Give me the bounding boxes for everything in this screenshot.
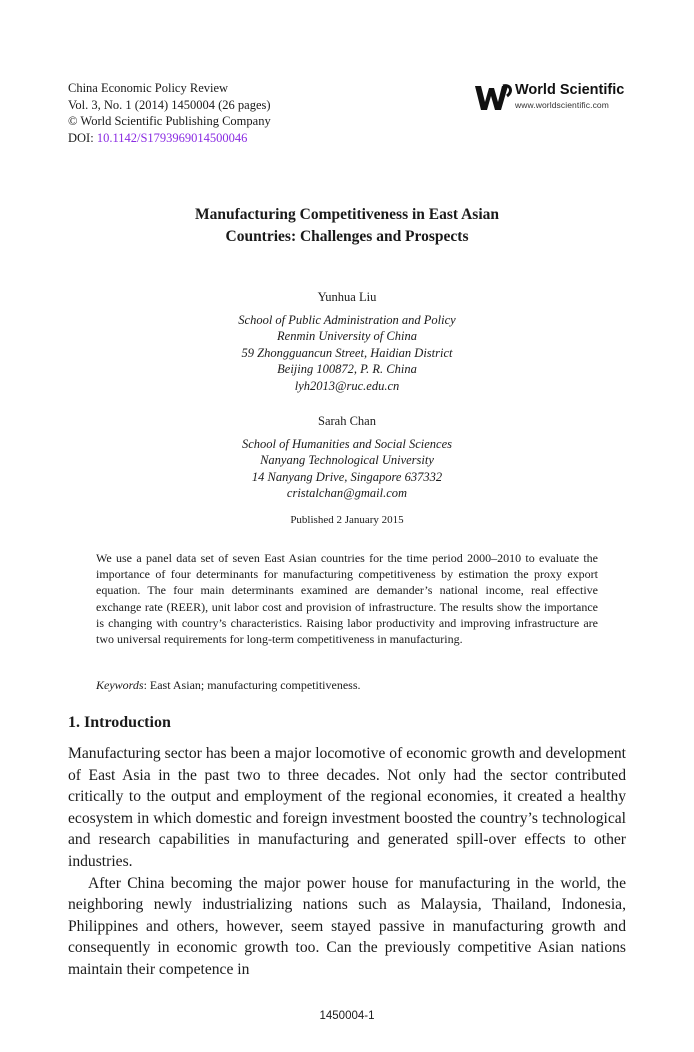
body-text xyxy=(68,743,626,981)
published-date: Published 2 January 2015 xyxy=(290,514,404,526)
keywords xyxy=(96,678,598,693)
title-line-1: Manufacturing Competitiveness in East Asian xyxy=(195,206,499,223)
world-scientific-logo-icon xyxy=(473,82,513,112)
paper-title xyxy=(0,204,694,248)
title-line-2: Countries: Challenges and Prospects xyxy=(225,228,469,245)
keywords-label: Keywords xyxy=(96,678,144,692)
logo-name: World Scientific xyxy=(515,82,625,98)
affiliation-line: Renmin University of China xyxy=(277,329,417,343)
author-name: Sarah Chan xyxy=(318,414,376,428)
journal-info xyxy=(68,80,271,146)
doi-label: DOI: xyxy=(68,130,94,145)
paragraph: Manufacturing sector has been a major locomotive of economic growth and development of East Asia in the past two to three decades. Not only had the sector contributed critically to the output and employment of the regional economies, it created a healthy ecosystem in which domestic and foreign investment boosted the country’s technological and research capabilities in manufacturing and generated spill-over effects to other industries. xyxy=(68,745,626,870)
author-email: cristalchan@gmail.com xyxy=(286,486,408,500)
section-number: 1. xyxy=(68,714,80,731)
journal-name: China Economic Policy Review xyxy=(68,81,229,95)
author-email: lyh2013@ruc.edu.cn xyxy=(294,378,400,393)
affiliation-line: School of Humanities and Social Sciences xyxy=(241,436,453,451)
section-heading xyxy=(68,714,171,732)
volume-line: Vol. 3, No. 1 (2014) 1450004 (26 pages) xyxy=(68,97,271,112)
abstract: We use a panel data set of seven East Asian countries for the time period 2000–2010 to evaluate the importance of four determinants for manufacturing competitiveness by estimation the proxy export equation. The four main determinants examined are demander’s national income, real effective exchange rate (REER), unit labor cost and provision of infrastructure. The results show the importance is changing with country’s characteristics. Raising labor productivity and improving infrastructure are two universal requirements for long-term competitiveness in manufacturing. xyxy=(96,551,598,647)
page-number: 1450004-1 xyxy=(319,1010,375,1022)
copyright-line: © World Scientific Publishing Company xyxy=(68,114,271,128)
logo-url: www.worldscientific.com xyxy=(515,100,609,110)
author-1 xyxy=(0,289,694,394)
section-title: Introduction xyxy=(84,714,171,731)
publisher-logo xyxy=(473,80,628,114)
affiliation-line: 14 Nanyang Drive, Singapore 637332 xyxy=(251,469,443,484)
paragraph: After China becoming the major power house for manufacturing in the world, the neighboring newly industrializing nations such as Malaysia, Thailand, Indonesia, Philippines and others, however, seem stayed passive in manufacturing growth and consequently in economic growth too. Can the previously competitive Asian nations maintain their competence in xyxy=(68,874,626,978)
doi-link[interactable]: 10.1142/S1793969014500046 xyxy=(96,130,248,145)
author-name: Yunhua Liu xyxy=(317,290,377,304)
author-2 xyxy=(0,413,694,502)
doi-line xyxy=(68,130,271,147)
affiliation-line: Beijing 100872, P. R. China xyxy=(277,362,417,376)
keywords-text: : East Asian; manufacturing competitiveness. xyxy=(143,678,361,692)
affiliation-line: 59 Zhongguancun Street, Haidian District xyxy=(241,345,453,360)
affiliation-line: School of Public Administration and Policy xyxy=(238,312,456,327)
affiliation-line: Nanyang Technological University xyxy=(260,453,434,467)
